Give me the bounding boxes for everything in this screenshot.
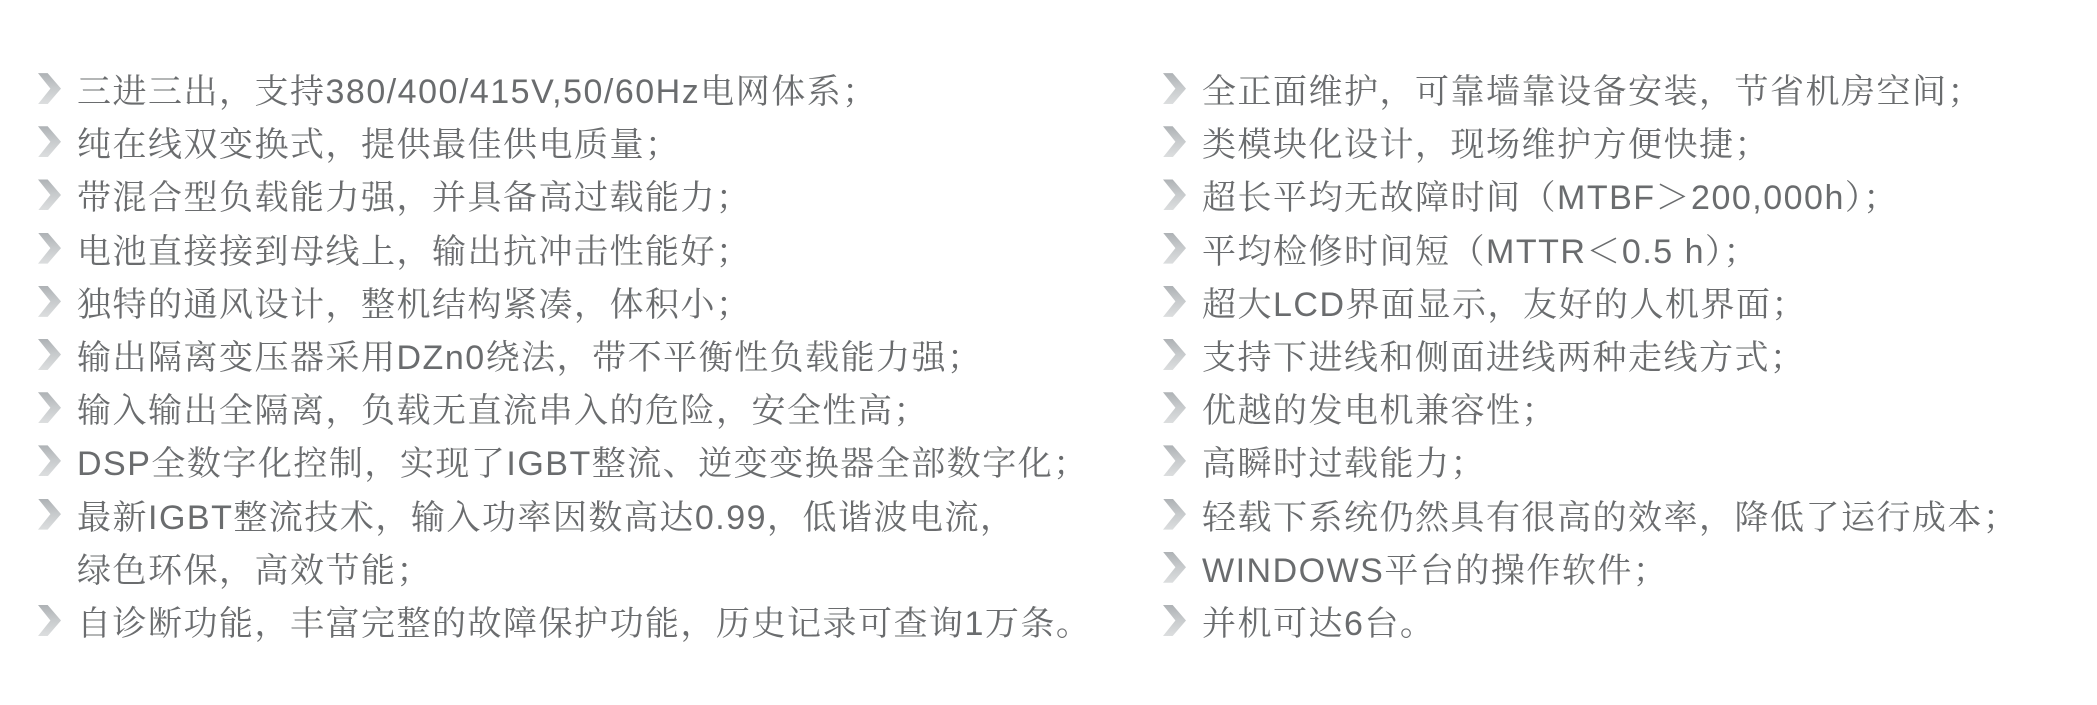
feature-item bbox=[1163, 541, 2019, 594]
feature-text: 最新IGBT整流技术，输入功率因数高达0.99，低谐波电流， bbox=[77, 498, 1016, 537]
chevron-bullet-icon bbox=[38, 339, 61, 370]
feature-text: 并机可达6台。 bbox=[1202, 604, 1436, 643]
chevron-bullet-icon bbox=[1163, 126, 1186, 157]
feature-item bbox=[1163, 62, 2019, 115]
feature-text: WINDOWS平台的操作软件； bbox=[1202, 551, 1669, 590]
feature-text: 高瞬时过载能力； bbox=[1202, 445, 1486, 484]
features-column-right bbox=[1163, 62, 2019, 647]
chevron-bullet-icon bbox=[1163, 499, 1186, 530]
chevron-bullet-icon bbox=[1163, 552, 1186, 583]
feature-item bbox=[38, 434, 1091, 487]
chevron-bullet-icon bbox=[1163, 286, 1186, 317]
feature-item bbox=[38, 328, 1091, 381]
feature-item bbox=[38, 275, 1091, 328]
chevron-bullet-icon bbox=[38, 179, 61, 210]
feature-item bbox=[1163, 115, 2019, 168]
feature-text: 支持下进线和侧面进线两种走线方式； bbox=[1202, 339, 1806, 378]
chevron-bullet-icon bbox=[1163, 339, 1186, 370]
chevron-bullet-icon bbox=[1163, 179, 1186, 210]
feature-text: 输出隔离变压器采用DZn0绕法，带不平衡性负载能力强； bbox=[77, 339, 983, 378]
feature-item bbox=[38, 115, 1091, 168]
feature-item bbox=[38, 168, 1091, 221]
feature-text: DSP全数字化控制，实现了IGBT整流、逆变变换器全部数字化； bbox=[77, 445, 1089, 484]
feature-text: 平均检修时间短（MTTR＜0.5 h）； bbox=[1202, 232, 1760, 271]
feature-item bbox=[1163, 328, 2019, 381]
chevron-bullet-icon bbox=[38, 126, 61, 157]
chevron-bullet-icon bbox=[1163, 73, 1186, 104]
feature-text: 带混合型负载能力强，并具备高过载能力； bbox=[77, 179, 752, 218]
feature-item bbox=[38, 222, 1091, 275]
feature-item bbox=[38, 488, 1091, 541]
feature-item bbox=[38, 594, 1091, 647]
chevron-bullet-icon bbox=[38, 392, 61, 423]
feature-item bbox=[38, 62, 1091, 115]
feature-text: 自诊断功能，丰富完整的故障保护功能，历史记录可查询1万条。 bbox=[77, 604, 1092, 643]
feature-text: 绿色环保，高效节能； bbox=[77, 551, 432, 590]
feature-item bbox=[1163, 275, 2019, 328]
chevron-bullet-icon bbox=[38, 286, 61, 317]
feature-text: 输入输出全隔离，负载无直流串入的危险，安全性高； bbox=[77, 392, 929, 431]
feature-text: 超长平均无故障时间（MTBF＞200,000h）； bbox=[1202, 179, 1899, 218]
feature-text: 优越的发电机兼容性； bbox=[1202, 392, 1557, 431]
feature-text: 电池直接接到母线上，输出抗冲击性能好； bbox=[77, 232, 752, 271]
feature-item bbox=[1163, 168, 2019, 221]
chevron-bullet-icon bbox=[38, 233, 61, 264]
feature-item bbox=[1163, 381, 2019, 434]
feature-item bbox=[1163, 434, 2019, 487]
feature-text: 独特的通风设计，整机结构紧凑，体积小； bbox=[77, 285, 752, 324]
chevron-bullet-icon bbox=[1163, 445, 1186, 476]
feature-text: 纯在线双变换式，提供最佳供电质量； bbox=[77, 126, 681, 165]
feature-item bbox=[1163, 594, 2019, 647]
chevron-bullet-icon bbox=[1163, 233, 1186, 264]
chevron-bullet-icon bbox=[38, 445, 61, 476]
chevron-bullet-icon bbox=[38, 73, 61, 104]
feature-item bbox=[1163, 488, 2019, 541]
feature-text: 三进三出，支持380/400/415V,50/60Hz电网体系； bbox=[77, 73, 878, 112]
chevron-bullet-icon bbox=[38, 499, 61, 530]
chevron-bullet-icon bbox=[1163, 605, 1186, 636]
chevron-bullet-icon bbox=[38, 605, 61, 636]
feature-text: 类模块化设计，现场维护方便快捷； bbox=[1202, 126, 1770, 165]
feature-text: 超大LCD界面显示，友好的人机界面； bbox=[1202, 285, 1808, 324]
chevron-bullet-icon bbox=[1163, 392, 1186, 423]
feature-text: 全正面维护，可靠墙靠设备安装，节省机房空间； bbox=[1202, 73, 1983, 112]
feature-item bbox=[1163, 222, 2019, 275]
feature-text: 轻载下系统仍然具有很高的效率，降低了运行成本； bbox=[1202, 498, 2019, 537]
features-column-left bbox=[38, 62, 1091, 647]
feature-item-continuation bbox=[38, 541, 1091, 594]
feature-item bbox=[38, 381, 1091, 434]
